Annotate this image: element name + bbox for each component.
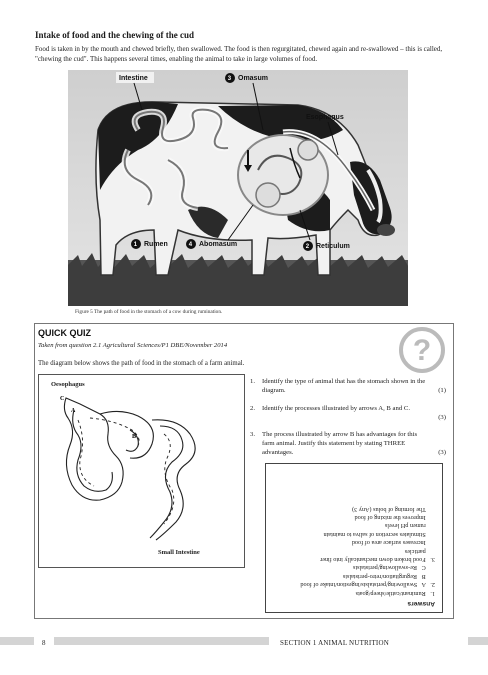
answer-line: 1. Ruminant/cattle/sheep/goats <box>355 589 435 597</box>
question-marks: (3) <box>438 449 446 456</box>
arrow-b-label: B <box>132 434 137 440</box>
answers-heading: Answers <box>407 600 435 607</box>
arrow-a-label: A <box>71 408 76 414</box>
question-number: 1. <box>250 378 256 385</box>
question-3 <box>250 430 446 457</box>
answer-line: The forming of bolus (Any 3) <box>352 505 435 513</box>
answer-line: Stimulates secretion of saliva to maintain <box>323 530 435 538</box>
small-intestine-label: Small Intestine <box>158 549 200 556</box>
intro-paragraph: Food is taken in by the mouth and chewed briefly, then swallowed. The food is then regurgitated, chewed again and re-swallowed – this is called, "chewing the cud". This happens several times, enabling the animal to take in large volumes of food. <box>35 45 443 63</box>
oesophagus-label: Esophagus <box>306 114 344 121</box>
intestine-label: Intestine <box>119 75 148 82</box>
footer-section-title: SECTION 1 ANIMAL NUTRITION <box>280 639 389 647</box>
answer-line: Increases surface area of food <box>351 539 435 547</box>
page-number: 8 <box>42 639 46 647</box>
quiz-intro: The diagram below shows the path of food in the stomach of a farm animal. <box>38 360 245 367</box>
rumen-number: 1 <box>133 242 138 249</box>
question-number: 3. <box>250 431 256 438</box>
question-1 <box>250 377 446 395</box>
question-2 <box>250 404 446 422</box>
footer-bar <box>0 637 34 645</box>
svg-text:?: ? <box>412 334 432 367</box>
footer-bar <box>54 637 269 645</box>
answers-box-upside-down <box>265 463 443 613</box>
quick-quiz-title: QUICK QUIZ <box>38 328 91 338</box>
question-text: The process illustrated by arrow B has advantages for this farm animal. Justify this statement by stating THREE advantages. <box>262 431 418 456</box>
question-marks: (3) <box>438 414 446 421</box>
reticulum-number: 2 <box>305 244 310 251</box>
arrow-c-label: C <box>60 396 65 402</box>
cow-rumination-figure <box>68 70 408 306</box>
quiz-source: Taken from question 2.1 Agricultural Sciences/P1 DBE/November 2014 <box>38 342 228 349</box>
figure-caption: Figure 5 The path of food in the stomach of a cow during rumination. <box>75 309 223 315</box>
question-marks: (1) <box>438 387 446 394</box>
answer-line: C Re-swallowing/peristalsis <box>353 564 435 572</box>
question-text: Identify the type of animal that has the stomach shown in the diagram. <box>262 378 426 394</box>
omasum-number: 3 <box>227 76 232 83</box>
abomasum-label: Abomasum <box>199 241 238 248</box>
omasum-label: Omasum <box>238 75 268 82</box>
question-number: 2. <box>250 405 256 412</box>
question-text: Identify the processes illustrated by arrows A, B and C. <box>262 405 411 412</box>
stomach-path-drawing <box>60 390 220 550</box>
oesophagus-diagram-label: Oesophagus <box>51 381 85 388</box>
answer-line: B Regurgitation/retro-peristalsis <box>342 572 435 580</box>
reticulum-label: Reticulum <box>316 243 350 250</box>
answer-line: particles <box>404 547 435 555</box>
abomasum-number: 4 <box>188 242 193 249</box>
footer-bar <box>468 637 488 645</box>
question-mark-icon <box>398 326 446 374</box>
answer-line: Improves the mixing of food <box>354 513 435 521</box>
answer-line: 2. A Swallowing/peristalsis/ingestion/intake of food <box>300 581 435 589</box>
answer-line: 3. Food broken down mechanically into finer <box>320 555 435 563</box>
answer-line: rumen pH levels <box>384 522 435 530</box>
rumen-label: Rumen <box>144 241 168 248</box>
section-heading: Intake of food and the chewing of the cud <box>35 30 195 40</box>
